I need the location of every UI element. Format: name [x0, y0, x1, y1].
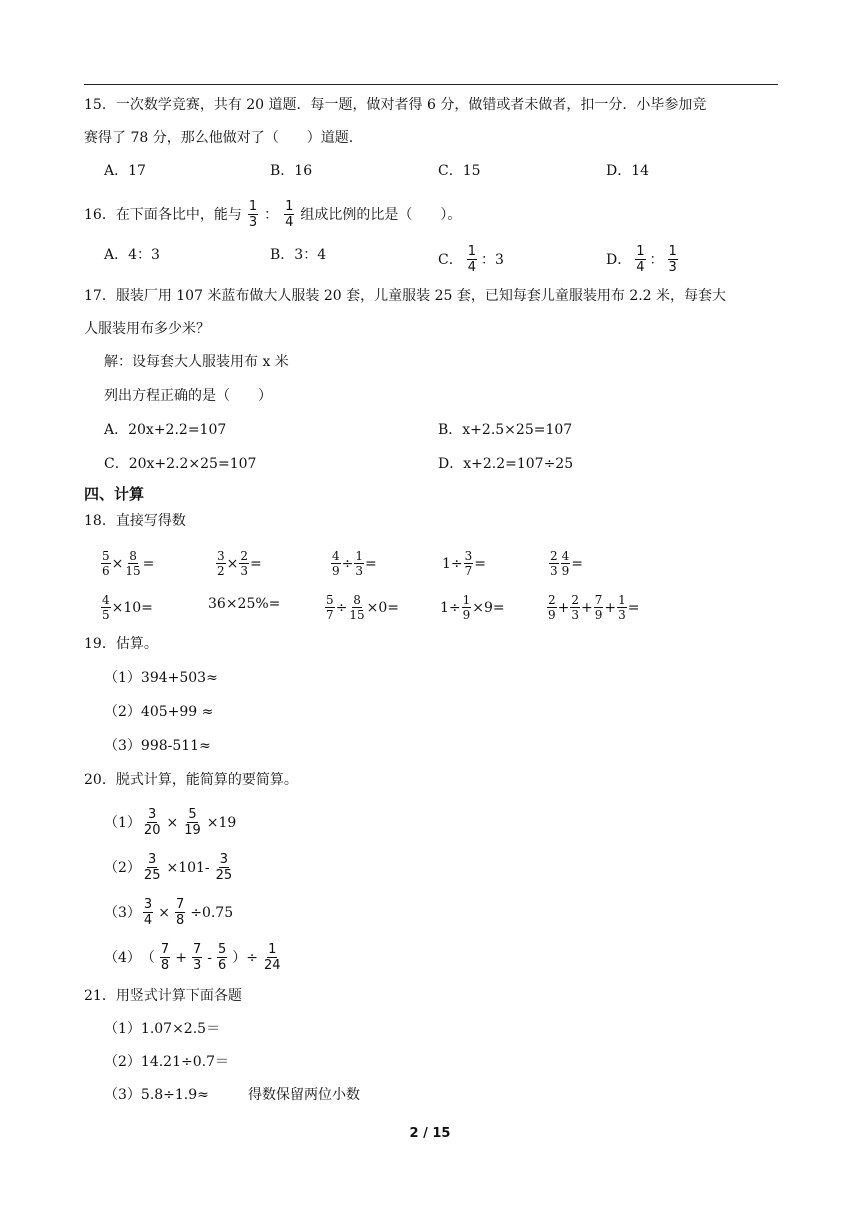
q17-solution-setup: 解：设每套大人服装用布 x 米 — [104, 354, 289, 370]
q16-prefix: 16．在下面各比中，能与 — [84, 206, 242, 223]
q15-option-b[interactable]: B．16 — [270, 163, 313, 179]
q17-option-b[interactable]: B．x+2.5×25=107 — [438, 422, 573, 438]
q16-option-d[interactable] — [606, 245, 682, 274]
q21-item-3: （3）5.8÷1.9≈ — [104, 1087, 209, 1103]
q16-option-c-label: C． — [438, 251, 463, 268]
q21-note: 得数保留两位小数 — [248, 1087, 360, 1103]
q18-r1c4: 1÷ $\frac{3}{7}$ = — [442, 549, 487, 578]
q16-suffix: 组成比例的比是（ ）。 — [300, 206, 462, 223]
page-number: 2 / 15 — [409, 1126, 451, 1141]
q20-item-2: （2） $\frac{3}{25}$ ×101- $\frac{3}{25}$ — [104, 852, 233, 883]
q16-option-d-fraction-2: $\frac{1}{3}$ — [668, 244, 677, 275]
q21-item-2: （2）14.21÷0.7＝ — [104, 1054, 229, 1070]
q16-option-d-fraction-1: $\frac{1}{4}$ — [636, 244, 645, 275]
q15-option-c[interactable]: C．15 — [438, 163, 481, 179]
q16-line — [84, 200, 461, 229]
q18-r2c2: 36×25%= — [208, 596, 281, 612]
q21-item-1: （1）1.07×2.5＝ — [104, 1021, 221, 1037]
q17-prompt: 列出方程正确的是（ ） — [104, 388, 272, 404]
q18-r2c3: $\frac{5}{7}$ ÷ $\frac{8}{15}$ ×0= — [326, 593, 400, 622]
q19-item-2: （2）405+99 ≈ — [104, 704, 214, 720]
q16-option-d-colon: ： — [649, 251, 664, 268]
q16-fraction-2: $\frac{1}{4}$ — [285, 199, 294, 230]
q18-title: 18．直接写得数 — [84, 513, 186, 529]
q15-option-a[interactable]: A．17 — [104, 163, 146, 179]
q16-option-c-fraction: $\frac{1}{4}$ — [467, 244, 476, 275]
q17-option-c[interactable]: C．20x+2.2×25=107 — [104, 456, 257, 472]
q20-item-1: （1） $\frac{3}{20}$ × $\frac{5}{19}$ ×19 — [104, 807, 237, 838]
q15-line2: 赛得了 78 分，那么他做对了（ ）道题. — [84, 130, 354, 146]
q18-r1c1: $\frac{5}{6}$ × $\frac{8}{15}$ = — [102, 549, 155, 578]
q18-r1c5: $\frac{2}{3}$ $\frac{4}{9}$ = — [550, 549, 584, 578]
q17-line1: 17．服装厂用 107 米蓝布做大人服装 20 套，儿童服装 25 套，已知每套儿童服装用布 2.2 米，每套大 — [84, 288, 727, 304]
q18-r1c2: $\frac{3}{2}$ × $\frac{2}{3}$ = — [217, 549, 262, 578]
q16-colon: ： — [264, 206, 279, 223]
q16-option-c-rest: ：3 — [481, 251, 504, 268]
q21-title: 21．用竖式计算下面各题 — [84, 988, 242, 1004]
q17-option-d[interactable]: D．x+2.2=107÷25 — [438, 456, 574, 472]
q16-option-b[interactable]: B．3：4 — [270, 247, 327, 263]
header-rule — [84, 84, 778, 85]
q18-r2c4: 1÷ $\frac{1}{9}$ ×9= — [440, 593, 505, 622]
q18-r2c1: $\frac{4}{5}$ ×10= — [102, 593, 153, 622]
q16-fraction-1: $\frac{1}{3}$ — [248, 199, 258, 230]
q17-line2: 人服装用布多少米？ — [84, 321, 210, 337]
q15-line1: 15．一次数学竞赛，共有 20 道题．每一题，做对者得 6 分，做错或者未做者，扣一分．小毕参加竞 — [84, 97, 707, 113]
q19-title: 19．估算。 — [84, 636, 158, 652]
q19-item-1: （1）394+503≈ — [104, 670, 218, 686]
q19-item-3: （3）998-511≈ — [104, 738, 211, 754]
q15-option-d[interactable]: D．14 — [606, 163, 650, 179]
q18-r1c3: $\frac{4}{9}$ ÷ $\frac{1}{3}$ = — [332, 549, 377, 578]
section-heading: 四、计算 — [84, 485, 145, 503]
q16-option-a[interactable]: A．4：3 — [104, 247, 160, 263]
q16-option-d-label: D． — [606, 251, 632, 268]
q20-title: 20．脱式计算，能简算的要简算。 — [84, 772, 298, 788]
q20-item-3: （3） $\frac{3}{4}$ × $\frac{7}{8}$ ÷0.75 — [104, 897, 234, 928]
q18-r2c5: $\frac{2}{9}$ + $\frac{2}{3}$ + $\frac{7}{9}$ + $\frac{1}{3}$ = — [548, 593, 640, 622]
q16-option-c[interactable] — [438, 245, 504, 274]
q20-item-4: （4） （ $\frac{7}{8}$ + $\frac{7}{3}$ - $\frac{5}{6}$ ）÷ $\frac{1}{24}$ — [104, 942, 281, 973]
q17-option-a[interactable]: A．20x+2.2=107 — [104, 422, 227, 438]
